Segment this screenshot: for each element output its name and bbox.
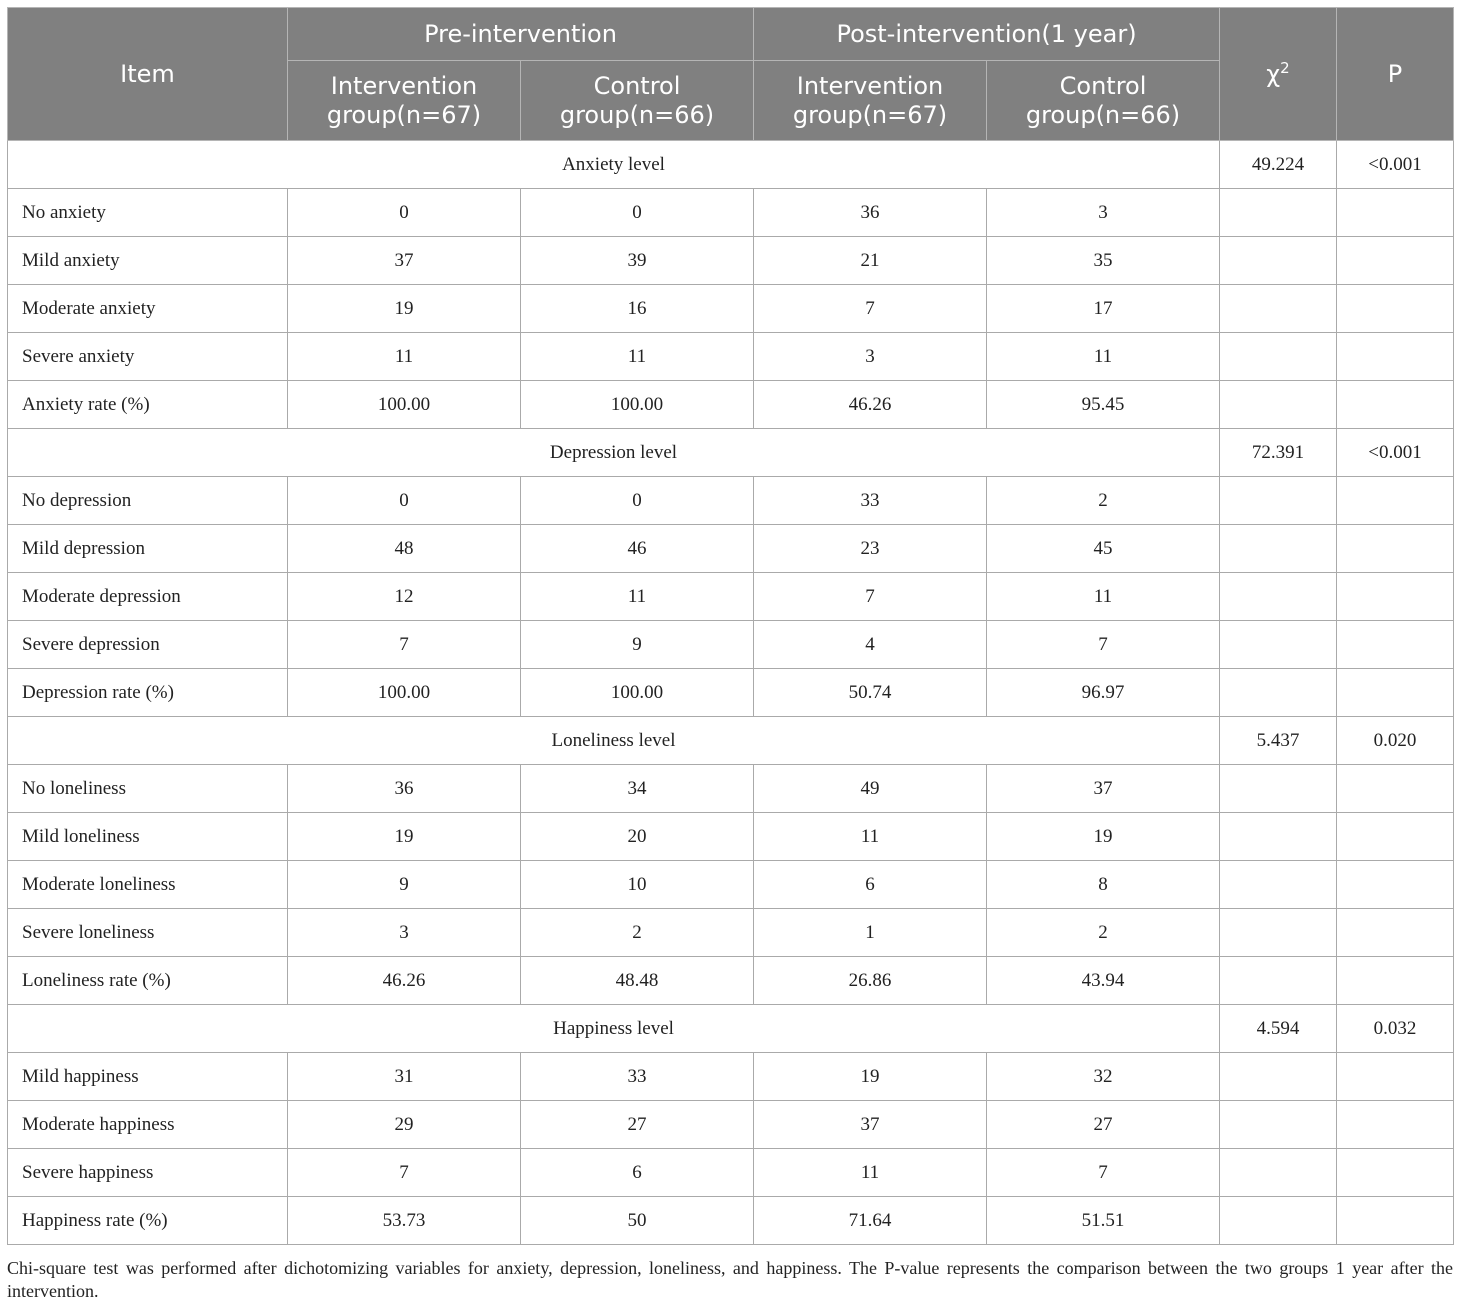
post-control-value: 45 — [987, 525, 1220, 573]
post-control-value: 51.51 — [987, 1197, 1220, 1245]
empty-p-cell — [1337, 621, 1454, 669]
table-row — [8, 237, 1454, 285]
table-row — [8, 909, 1454, 957]
table-row — [8, 765, 1454, 813]
post-control-value: 37 — [987, 765, 1220, 813]
post-intervention-value: 7 — [754, 573, 987, 621]
row-label: Moderate anxiety — [8, 285, 288, 333]
row-label: No loneliness — [8, 765, 288, 813]
chi-superscript: 2 — [1280, 58, 1290, 77]
pre-control-value: 100.00 — [521, 669, 754, 717]
post-control-value: 2 — [987, 477, 1220, 525]
header-post-control-group: Control group(n=66) — [987, 61, 1220, 141]
table-row — [8, 1197, 1454, 1245]
pre-control-value: 50 — [521, 1197, 754, 1245]
table-row — [8, 285, 1454, 333]
empty-chi-cell — [1220, 861, 1337, 909]
post-intervention-value: 46.26 — [754, 381, 987, 429]
empty-p-cell — [1337, 957, 1454, 1005]
pre-control-value: 0 — [521, 477, 754, 525]
table-row — [8, 957, 1454, 1005]
empty-p-cell — [1337, 381, 1454, 429]
pre-intervention-value: 0 — [288, 189, 521, 237]
row-label: Loneliness rate (%) — [8, 957, 288, 1005]
empty-p-cell — [1337, 333, 1454, 381]
post-intervention-value: 7 — [754, 285, 987, 333]
table-row — [8, 669, 1454, 717]
post-control-value: 3 — [987, 189, 1220, 237]
empty-chi-cell — [1220, 909, 1337, 957]
empty-chi-cell — [1220, 765, 1337, 813]
table-row — [8, 189, 1454, 237]
empty-chi-cell — [1220, 621, 1337, 669]
empty-p-cell — [1337, 813, 1454, 861]
empty-p-cell — [1337, 765, 1454, 813]
pre-intervention-value: 7 — [288, 1149, 521, 1197]
header-pre-intervention-group: Intervention group(n=67) — [288, 61, 521, 141]
pre-intervention-value: 11 — [288, 333, 521, 381]
post-control-value: 95.45 — [987, 381, 1220, 429]
pre-control-value: 11 — [521, 573, 754, 621]
post-control-value: 27 — [987, 1101, 1220, 1149]
empty-p-cell — [1337, 669, 1454, 717]
pre-intervention-value: 3 — [288, 909, 521, 957]
row-label: Moderate depression — [8, 573, 288, 621]
p-value: <0.001 — [1337, 429, 1454, 477]
post-intervention-value: 1 — [754, 909, 987, 957]
empty-p-cell — [1337, 573, 1454, 621]
p-value: 0.020 — [1337, 717, 1454, 765]
row-label: Mild happiness — [8, 1053, 288, 1101]
section-title: Loneliness level — [8, 717, 1220, 765]
header-item: Item — [8, 8, 288, 141]
post-intervention-value: 36 — [754, 189, 987, 237]
empty-chi-cell — [1220, 669, 1337, 717]
pre-control-value: 20 — [521, 813, 754, 861]
pre-control-value: 27 — [521, 1101, 754, 1149]
section-header-row — [8, 1005, 1454, 1053]
empty-p-cell — [1337, 189, 1454, 237]
header-pre-control-group: Control group(n=66) — [521, 61, 754, 141]
post-intervention-value: 11 — [754, 1149, 987, 1197]
pre-control-value: 34 — [521, 765, 754, 813]
chi-square-value: 72.391 — [1220, 429, 1337, 477]
pre-control-value: 48.48 — [521, 957, 754, 1005]
table-row — [8, 573, 1454, 621]
chi-square-value: 4.594 — [1220, 1005, 1337, 1053]
p-value: 0.032 — [1337, 1005, 1454, 1053]
pre-intervention-value: 0 — [288, 477, 521, 525]
table-row — [8, 333, 1454, 381]
pre-control-value: 6 — [521, 1149, 754, 1197]
pre-intervention-value: 100.00 — [288, 669, 521, 717]
table-row — [8, 1149, 1454, 1197]
post-control-value: 11 — [987, 333, 1220, 381]
table-row — [8, 525, 1454, 573]
pre-intervention-value: 19 — [288, 813, 521, 861]
post-intervention-value: 21 — [754, 237, 987, 285]
header-chi-square — [1220, 8, 1337, 141]
pre-control-value: 100.00 — [521, 381, 754, 429]
empty-chi-cell — [1220, 381, 1337, 429]
row-label: Moderate happiness — [8, 1101, 288, 1149]
table-container — [7, 7, 1453, 1245]
table-row — [8, 1053, 1454, 1101]
pre-intervention-value: 100.00 — [288, 381, 521, 429]
table-row — [8, 861, 1454, 909]
row-label: Happiness rate (%) — [8, 1197, 288, 1245]
post-intervention-value: 26.86 — [754, 957, 987, 1005]
empty-chi-cell — [1220, 1149, 1337, 1197]
pre-intervention-value: 36 — [288, 765, 521, 813]
pre-control-value: 2 — [521, 909, 754, 957]
table-row — [8, 381, 1454, 429]
table-row — [8, 813, 1454, 861]
results-table — [7, 7, 1454, 1245]
row-label: Depression rate (%) — [8, 669, 288, 717]
empty-chi-cell — [1220, 1197, 1337, 1245]
p-value: <0.001 — [1337, 141, 1454, 189]
empty-chi-cell — [1220, 573, 1337, 621]
table-footnote: Chi-square test was performed after dichotomizing variables for anxiety, depression, loneliness, and happiness. The P-value represents the comparison between the two groups 1 year after the intervention. — [7, 1258, 1453, 1301]
table-row — [8, 477, 1454, 525]
section-title: Happiness level — [8, 1005, 1220, 1053]
empty-chi-cell — [1220, 237, 1337, 285]
pre-control-value: 39 — [521, 237, 754, 285]
pre-intervention-value: 46.26 — [288, 957, 521, 1005]
post-control-value: 19 — [987, 813, 1220, 861]
chi-square-value: 49.224 — [1220, 141, 1337, 189]
post-intervention-value: 6 — [754, 861, 987, 909]
empty-p-cell — [1337, 909, 1454, 957]
section-title: Depression level — [8, 429, 1220, 477]
post-control-value: 17 — [987, 285, 1220, 333]
chi-symbol: χ — [1266, 59, 1281, 88]
row-label: No depression — [8, 477, 288, 525]
post-intervention-value: 49 — [754, 765, 987, 813]
pre-control-value: 33 — [521, 1053, 754, 1101]
post-control-value: 7 — [987, 1149, 1220, 1197]
pre-control-value: 11 — [521, 333, 754, 381]
row-label: Mild anxiety — [8, 237, 288, 285]
post-intervention-value: 50.74 — [754, 669, 987, 717]
empty-p-cell — [1337, 1197, 1454, 1245]
empty-p-cell — [1337, 285, 1454, 333]
empty-chi-cell — [1220, 477, 1337, 525]
row-label: No anxiety — [8, 189, 288, 237]
table-body — [8, 141, 1454, 1245]
pre-intervention-value: 12 — [288, 573, 521, 621]
pre-intervention-value: 19 — [288, 285, 521, 333]
chi-square-value: 5.437 — [1220, 717, 1337, 765]
empty-p-cell — [1337, 237, 1454, 285]
row-label: Severe loneliness — [8, 909, 288, 957]
pre-intervention-value: 9 — [288, 861, 521, 909]
header-post-intervention-group: Intervention group(n=67) — [754, 61, 987, 141]
post-intervention-value: 37 — [754, 1101, 987, 1149]
section-title: Anxiety level — [8, 141, 1220, 189]
pre-control-value: 9 — [521, 621, 754, 669]
post-control-value: 2 — [987, 909, 1220, 957]
section-header-row — [8, 141, 1454, 189]
empty-chi-cell — [1220, 333, 1337, 381]
header-pre-intervention: Pre-intervention — [288, 8, 754, 61]
pre-control-value: 0 — [521, 189, 754, 237]
row-label: Severe happiness — [8, 1149, 288, 1197]
pre-control-value: 16 — [521, 285, 754, 333]
pre-intervention-value: 7 — [288, 621, 521, 669]
row-label: Severe depression — [8, 621, 288, 669]
pre-intervention-value: 31 — [288, 1053, 521, 1101]
post-intervention-value: 4 — [754, 621, 987, 669]
table-row — [8, 1101, 1454, 1149]
post-intervention-value: 33 — [754, 477, 987, 525]
empty-chi-cell — [1220, 189, 1337, 237]
empty-chi-cell — [1220, 1053, 1337, 1101]
section-header-row — [8, 429, 1454, 477]
post-control-value: 8 — [987, 861, 1220, 909]
empty-p-cell — [1337, 477, 1454, 525]
table-row — [8, 621, 1454, 669]
post-control-value: 7 — [987, 621, 1220, 669]
pre-intervention-value: 53.73 — [288, 1197, 521, 1245]
section-header-row — [8, 717, 1454, 765]
empty-chi-cell — [1220, 285, 1337, 333]
row-label: Mild depression — [8, 525, 288, 573]
empty-chi-cell — [1220, 525, 1337, 573]
header-post-intervention: Post-intervention(1 year) — [754, 8, 1220, 61]
post-control-value: 35 — [987, 237, 1220, 285]
header-p-value: P — [1337, 8, 1454, 141]
empty-p-cell — [1337, 1053, 1454, 1101]
post-intervention-value: 3 — [754, 333, 987, 381]
post-control-value: 11 — [987, 573, 1220, 621]
table-header — [8, 8, 1454, 141]
empty-chi-cell — [1220, 957, 1337, 1005]
post-intervention-value: 19 — [754, 1053, 987, 1101]
empty-p-cell — [1337, 525, 1454, 573]
post-control-value: 96.97 — [987, 669, 1220, 717]
pre-intervention-value: 29 — [288, 1101, 521, 1149]
row-label: Moderate loneliness — [8, 861, 288, 909]
post-control-value: 43.94 — [987, 957, 1220, 1005]
empty-p-cell — [1337, 1101, 1454, 1149]
empty-chi-cell — [1220, 813, 1337, 861]
row-label: Severe anxiety — [8, 333, 288, 381]
post-intervention-value: 71.64 — [754, 1197, 987, 1245]
post-control-value: 32 — [987, 1053, 1220, 1101]
post-intervention-value: 23 — [754, 525, 987, 573]
pre-intervention-value: 48 — [288, 525, 521, 573]
pre-intervention-value: 37 — [288, 237, 521, 285]
pre-control-value: 10 — [521, 861, 754, 909]
empty-p-cell — [1337, 1149, 1454, 1197]
post-intervention-value: 11 — [754, 813, 987, 861]
pre-control-value: 46 — [521, 525, 754, 573]
empty-chi-cell — [1220, 1101, 1337, 1149]
row-label: Mild loneliness — [8, 813, 288, 861]
row-label: Anxiety rate (%) — [8, 381, 288, 429]
empty-p-cell — [1337, 861, 1454, 909]
